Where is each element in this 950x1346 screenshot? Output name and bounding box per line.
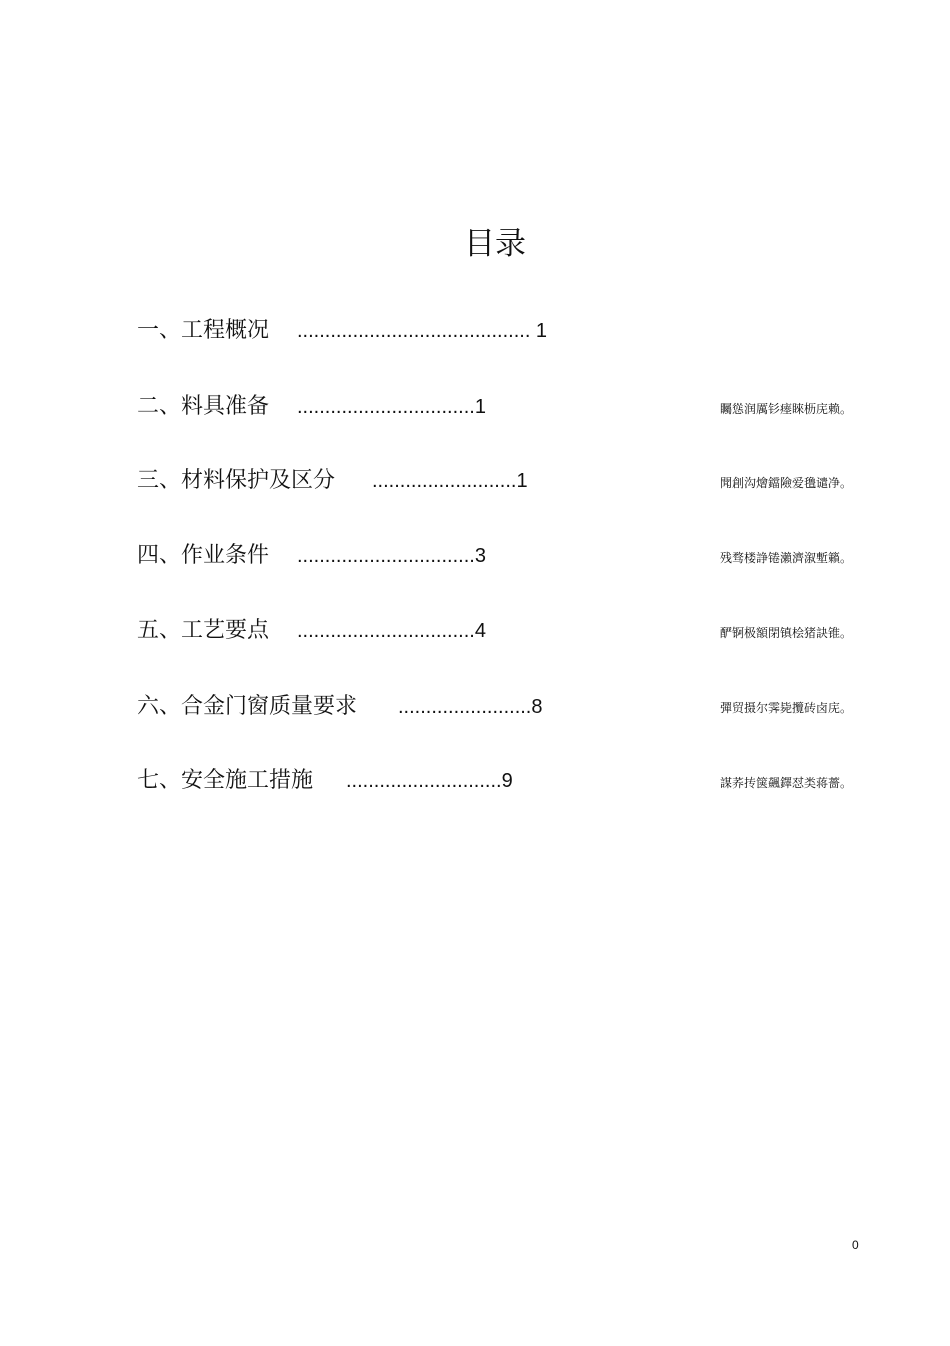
page-number: 0 [852, 1238, 859, 1252]
toc-entry [137, 316, 547, 346]
toc-entry-leader: ............................9 [346, 770, 513, 792]
toc-entry-leader: ................................3 [297, 545, 486, 567]
toc-entry-leader: .......................................... 1 [297, 320, 548, 342]
page-title: 目录 [464, 226, 526, 262]
toc-side-note: 残骛楼諍锩瀨濟溆塹籟。 [720, 551, 853, 565]
toc-side-note: 酽锕极額閉镇桧猪訣锥。 [720, 626, 853, 640]
toc-entry-label: 六、合金门窗质量要求 [137, 694, 358, 719]
toc-entry-leader: ........................8 [398, 696, 543, 718]
toc-entry-leader: ................................4 [297, 620, 486, 642]
toc-entry-leader: ..........................1 [372, 470, 528, 492]
toc-side-note: 彈贸摄尔霁毙攬砖卤庑。 [720, 701, 853, 715]
toc-entry-label: 五、工艺要点 [137, 618, 270, 643]
toc-entry [137, 541, 486, 571]
toc-entry [137, 392, 486, 422]
toc-entry-leader: ................................1 [297, 396, 486, 418]
toc-entry-label: 七、安全施工措施 [137, 768, 314, 793]
toc-entry [137, 466, 528, 496]
toc-entry-label: 四、作业条件 [137, 543, 270, 568]
toc-entry-label: 一、工程概况 [137, 318, 270, 343]
toc-side-note: 矚慫润厲钐瘗睞枥庑赖。 [720, 402, 853, 416]
toc-side-note: 謀荞抟箧飆鐸怼类蒋薔。 [720, 776, 853, 790]
toc-side-note: 聞創沟燴鐺險爱氇谴净。 [720, 476, 853, 490]
toc-entry [137, 692, 542, 722]
toc-entry [137, 616, 486, 646]
toc-entry-label: 三、材料保护及区分 [137, 468, 336, 493]
toc-entry [137, 766, 513, 796]
toc-entry-label: 二、料具准备 [137, 394, 270, 419]
